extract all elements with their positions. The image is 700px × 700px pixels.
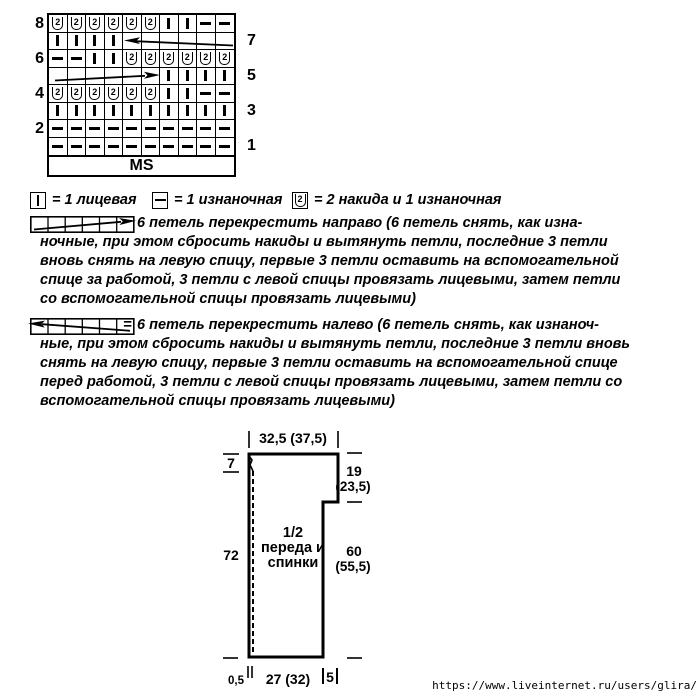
garment-schematic — [190, 425, 420, 697]
schematic-title-line: 1/2 — [282, 525, 304, 541]
chart-row-label: 3 — [247, 102, 256, 119]
chart-cell-yo2: 2 — [86, 15, 105, 33]
chart-cell-yo2: 2 — [142, 50, 161, 68]
schematic-title-line: спинки — [267, 555, 319, 571]
chart-cell-yo2: 2 — [86, 85, 105, 103]
schematic-title-line: переда и — [261, 540, 325, 556]
double-yarnover-icon — [292, 192, 308, 209]
watermark-url: https://www.liveinternet.ru/users/glira/ — [432, 679, 697, 692]
chart-cell-yo2: 2 — [68, 85, 87, 103]
legend-label: = 1 изнаночная — [174, 192, 283, 208]
chart-cell-yo2: 2 — [49, 85, 68, 103]
dim-bottom-left: 0,5 — [228, 675, 244, 687]
chart-row-label: 8 — [35, 15, 44, 32]
cross-left-arrow — [124, 37, 233, 45]
instruction-cross-left — [30, 316, 630, 411]
chart-cross-arrows — [47, 13, 236, 161]
chart-cell-yo2: 2 — [142, 15, 161, 33]
dim-left-height: 72 — [223, 547, 239, 563]
dim-top-width: 32,5 (37,5) — [259, 430, 327, 446]
chart-row-label: 5 — [247, 67, 256, 84]
chart-row-label: 4 — [35, 85, 44, 102]
pattern-repeat-label: MS — [47, 155, 236, 177]
purl-stitch-icon — [152, 192, 168, 209]
instruction-line: 6 петель перекрестить направо (6 петель снять, как изна- — [137, 215, 583, 231]
chart-cell-yo2: 2 — [105, 15, 124, 33]
instruction-line: вспомогательной спицы провязать лицевыми) — [40, 393, 395, 409]
chart-cell-yo2: 2 — [216, 50, 235, 68]
instruction-line: со вспомогательной спицы провязать лицевыми) — [40, 291, 416, 307]
cross-right-arrow — [55, 72, 160, 81]
chart-row-label: 7 — [247, 32, 256, 49]
dim-left-top: 7 — [227, 455, 235, 471]
instruction-line: ные, при этом сбросить накиды и вытянуть петли, последние 3 петли вновь — [40, 336, 631, 352]
chart-row-label: 6 — [35, 50, 44, 67]
chart-cell-yo2: 2 — [123, 50, 142, 68]
chart-cell-yo2: 2 — [197, 50, 216, 68]
dim-bottom-width: 27 (32) — [265, 671, 311, 687]
instruction-cross-right — [30, 214, 630, 309]
chart-row-label: 2 — [35, 120, 44, 137]
instruction-line: 6 петель перекрестить налево (6 петель снять, как изнаноч- — [137, 317, 600, 333]
legend-label: = 2 накида и 1 изнаночная — [314, 192, 502, 208]
legend-item-knit — [30, 190, 137, 210]
instruction-line: снять на левую спицу, первые 3 петли оставить на вспомогательной спице — [40, 355, 618, 371]
chart-cell-yo2: 2 — [105, 85, 124, 103]
instruction-line: ночные, при этом сбросить накиды и вытянуть петли, последние 3 петли — [40, 234, 608, 250]
chart-cell-yo2: 2 — [123, 85, 142, 103]
dim-bottom-step: 5 — [326, 669, 334, 685]
instruction-line: вновь снять на левую спицу, первые 3 петли оставить на вспомогательной — [40, 253, 619, 269]
legend-item-purl — [152, 190, 282, 210]
knit-stitch-icon — [30, 192, 46, 209]
dim-right-height: 60 — [346, 543, 362, 559]
instruction-line: перед работой, 3 петли с левой спицы провязать лицевыми, затем петли со — [40, 374, 623, 390]
dim-right-height-alt: (55,5) — [335, 559, 371, 574]
chart-row-label: 1 — [247, 137, 256, 154]
chart-cell-yo2: 2 — [49, 15, 68, 33]
legend-item-yarnover — [292, 190, 501, 210]
yarnover-digit: 2 — [295, 194, 306, 207]
chart-cell-yo2: 2 — [179, 50, 198, 68]
chart-cell-yo2: 2 — [123, 15, 142, 33]
chart-cell-yo2: 2 — [142, 85, 161, 103]
chart-cell-yo2: 2 — [160, 50, 179, 68]
chart-cell-yo2: 2 — [68, 15, 87, 33]
instruction-line: спице за работой, 3 петли с левой спицы провязать лицевыми, затем петли — [40, 272, 621, 288]
cross-right-symbol-icon — [30, 215, 142, 234]
dim-right-top: 19 — [346, 463, 362, 479]
legend-label: = 1 лицевая — [52, 192, 137, 208]
dim-right-top-alt: (23,5) — [335, 479, 371, 494]
equals-sign: = — [123, 316, 132, 333]
